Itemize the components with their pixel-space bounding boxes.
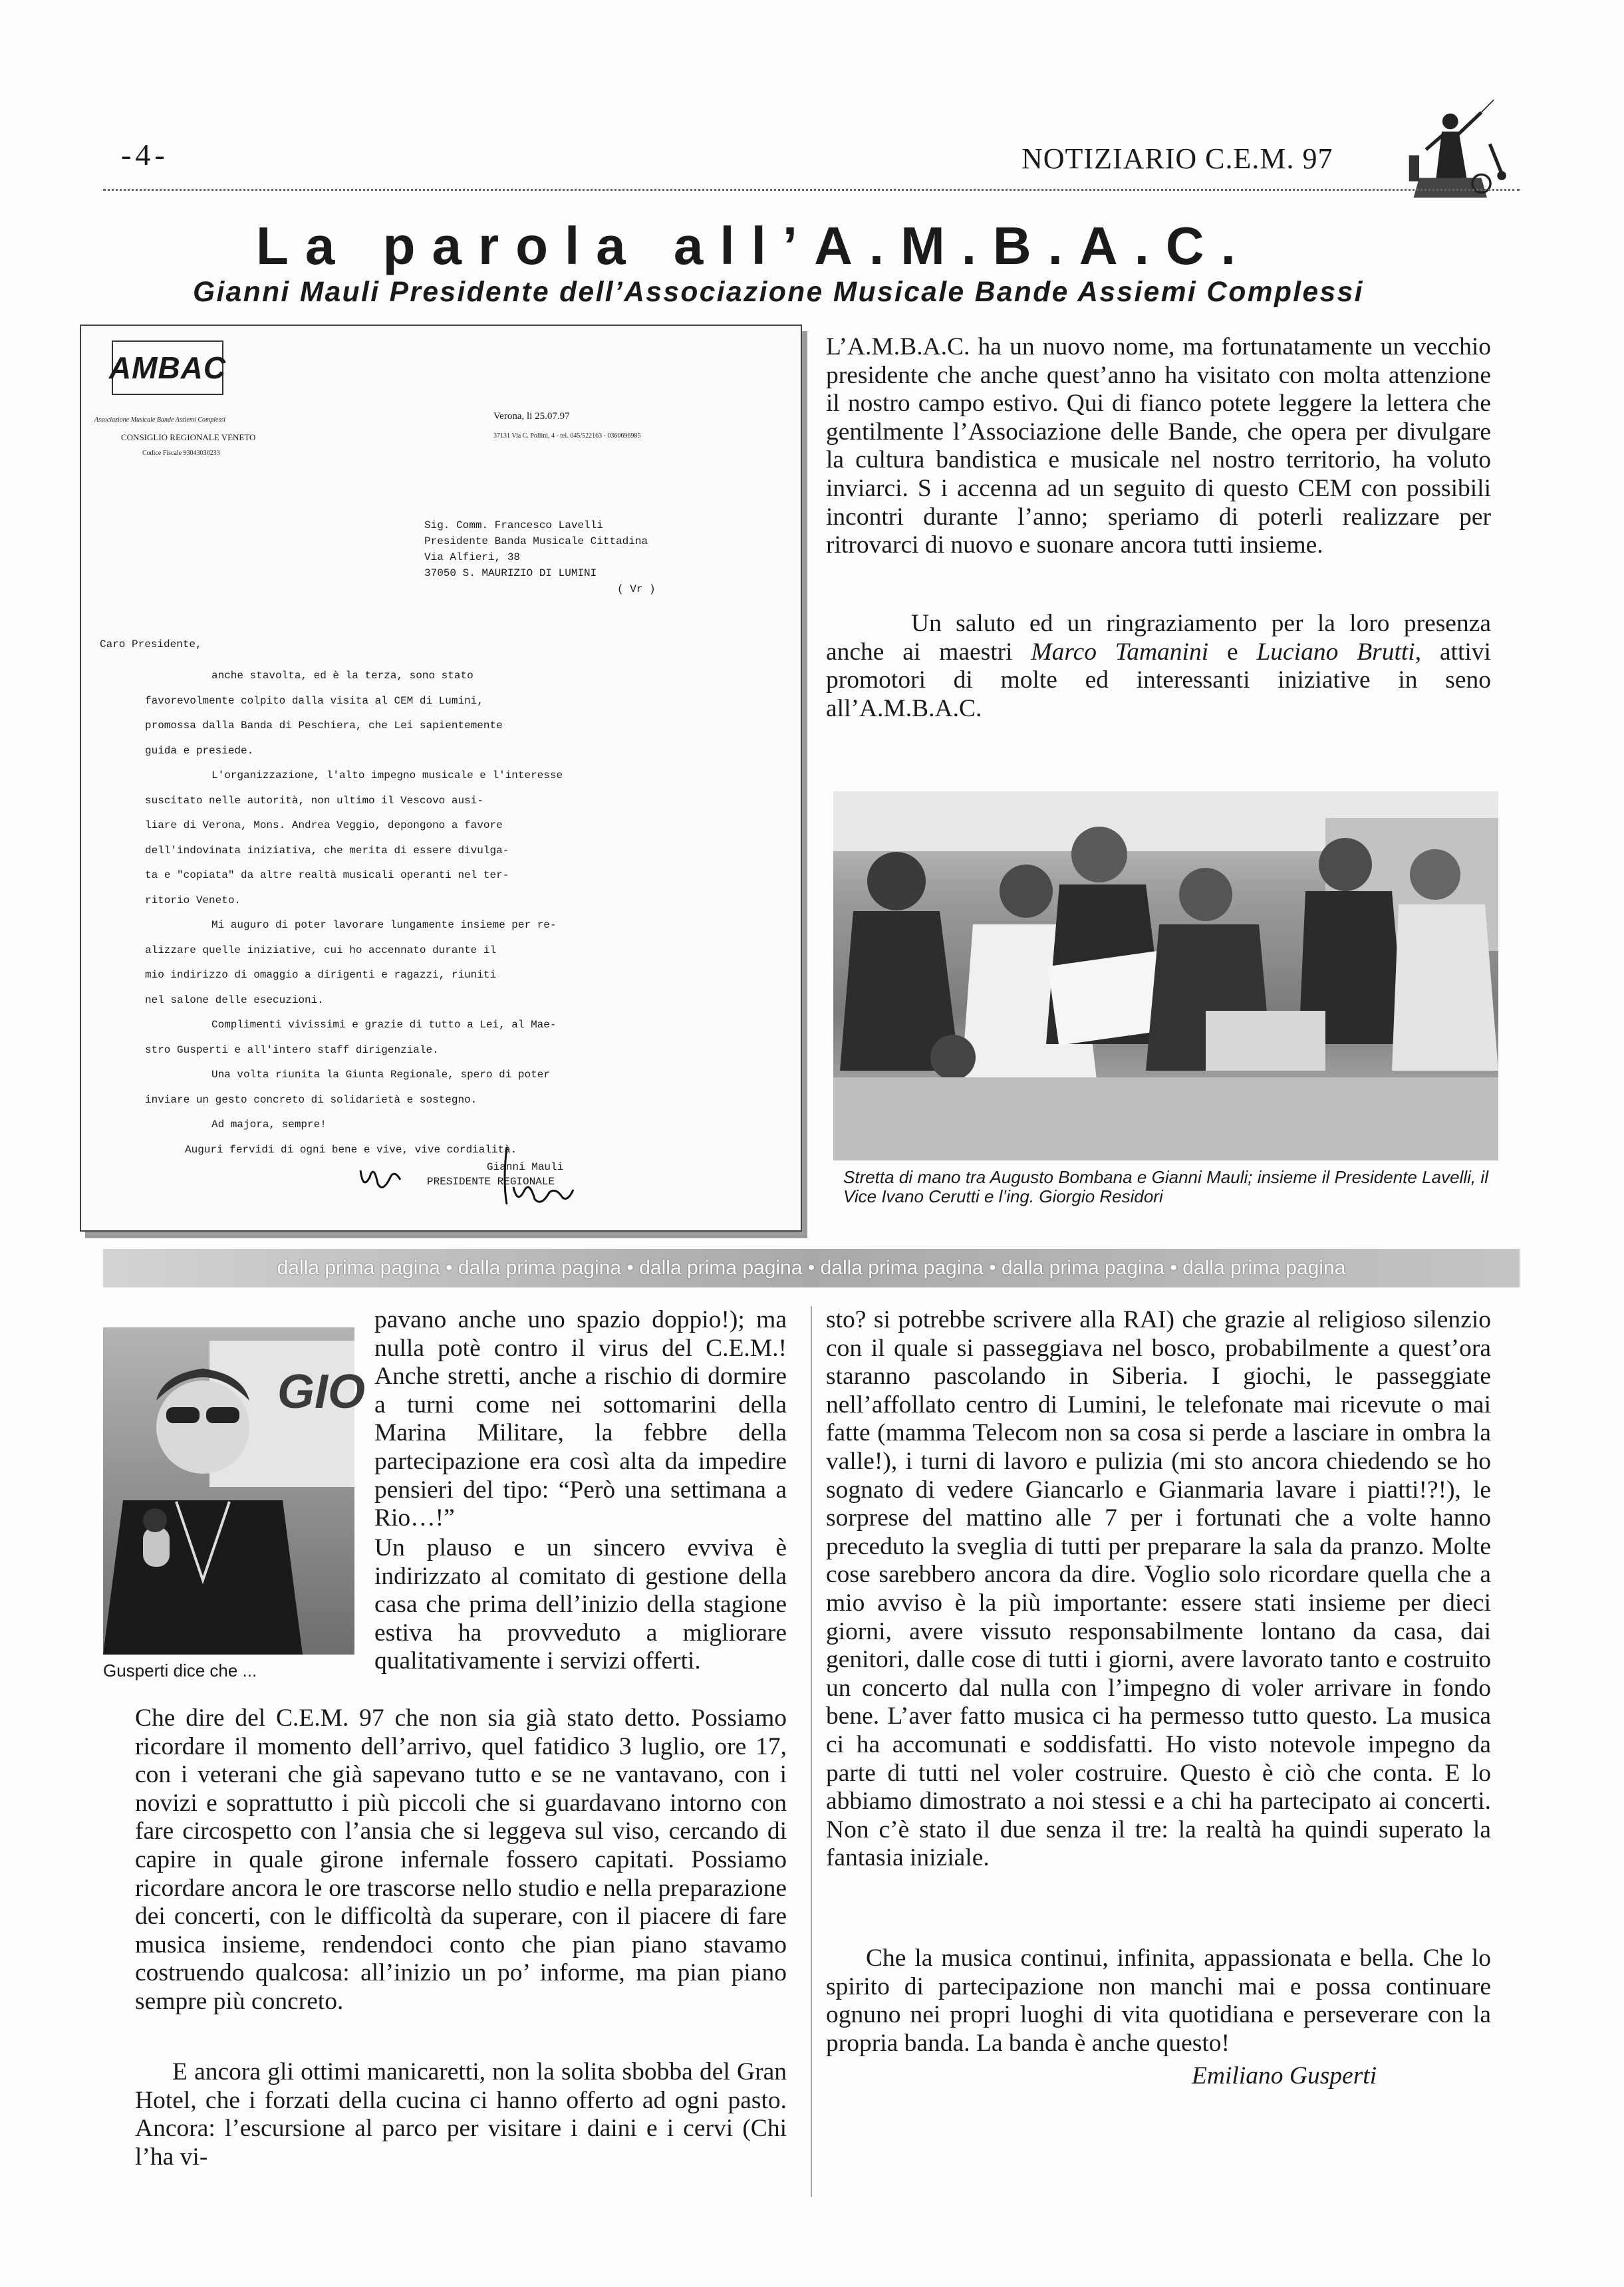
letter-org-name: Associazione Musicale Bande Assiemi Complessi (94, 416, 226, 424)
letter-line: ta e "copiata" da altre realtà musicali operanti nel ter- (145, 869, 509, 881)
recipient-line: Via Alfieri, 38 (424, 551, 521, 563)
letter-line: dell'indovinata iniziativa, che merita di essere divulga- (145, 844, 509, 857)
letter-line: L'organizzazione, l'alto impegno musicale e l'interesse (211, 769, 563, 781)
letter-logo-text: AMBAC (108, 350, 227, 385)
letter-line: promossa dalla Banda di Peschiera, che Lei sapientemente (145, 720, 503, 732)
letter-line: Ad majora, sempre! (211, 1119, 327, 1131)
recipient-line: 37050 S. MAURIZIO DI LUMINI (424, 567, 597, 579)
signature-mauli-icon (480, 1137, 613, 1210)
maestro-name-2: Luciano Brutti (1256, 638, 1415, 666)
photo-scene-icon (833, 791, 1498, 1160)
page-number: -4- (121, 138, 169, 172)
maestro-name-1: Marco Tamanini (1031, 638, 1209, 666)
letter-line: guida e presiede. (145, 744, 254, 757)
article-author: Emiliano Gusperti (1192, 2062, 1377, 2089)
letter-place-date: Verona, li 25.07.97 (493, 411, 570, 422)
letter-address: 37131 Via C. Pollini, 4 - tel. 045/522163 - 0360696985 (493, 432, 641, 440)
letter-body (145, 664, 563, 1162)
article-title: La parola all’A.M.B.A.C. (256, 216, 1252, 275)
signature-line: Gianni Mauli (487, 1161, 564, 1173)
letter-line: mio indirizzo di omaggio a dirigenti e ragazzi, riuniti (145, 969, 497, 981)
header-rule (103, 189, 1520, 191)
photo-backdrop-text: GIO (277, 1365, 366, 1418)
intro-p2-end: , attivi promotori di molte ed interessanti iniziative in seno all’A.M.B.A.C. (826, 638, 1491, 722)
intro-p2-and: e (1208, 638, 1257, 666)
continuation-paragraph-4: E ancora gli ottimi manicaretti, non la solita sbobba del Gran Hotel, che i forzati della cucina ci hanno offerto ad ogni pasto. Ancora: l’escursione al parco per visitare i daini e i cervi (Chi l’ha vi- (135, 2058, 787, 2171)
continuation-paragraph-1: pavano anche uno spazio doppio!); ma nulla potè contro il virus del C.E.M.! Anche stretti, anche a rischio di dormire a turni come nei sottomarini della Marina Militare, la febbre della partecipazione era così alta da impedire pensieri del tipo: “Però una settimana a Rio…!” (374, 1306, 787, 1532)
letter-line: Una volta riunita la Giunta Regionale, spero di poter (211, 1069, 550, 1081)
letter-line: nel salone delle esecuzioni. (145, 994, 324, 1006)
letter-logo (108, 340, 227, 395)
letter-line: liare di Verona, Mons. Andrea Veggio, depongono a favore (145, 819, 503, 831)
intro-p2-text: Un saluto ed un ringraziamento per la loro presenza anche ai maestri (826, 610, 1491, 666)
letter-line: Complimenti vivissimi e grazie di tutto a Lei, al Mae- (211, 1019, 557, 1031)
letter-line: suscitato nelle autorità, non ultimo il Vescovo ausi- (145, 794, 483, 807)
letter-image (80, 325, 802, 1232)
recipient-line: Presidente Banda Musicale Cittadina (424, 535, 648, 547)
gusperti-photo-caption: Gusperti dice che ... (103, 1661, 257, 1681)
letter-tax-code: Codice Fiscale 93043030233 (142, 450, 220, 457)
banner-text: dalla prima pagina • dalla prima pagina • dalla prima pagina • dalla prima pagina • dalla prima pagina • dalla prima pagina (277, 1257, 1346, 1279)
handshake-photo-caption: Stretta di mano tra Augusto Bombana e Gianni Mauli; insieme il Presidente Lavelli, il Vice Ivano Cerutti e l’ing. Giorgio Residori (843, 1167, 1488, 1206)
continuation-banner (103, 1249, 1520, 1287)
signature-line: PRESIDENTE REGIONALE (427, 1176, 555, 1188)
intro-paragraph-2 (826, 610, 1491, 723)
publication-title: NOTIZIARIO C.E.M. 97 (1021, 142, 1333, 175)
letter-line: ritorio Veneto. (145, 894, 241, 906)
column-divider (811, 1306, 812, 2197)
recipient-line: Sig. Comm. Francesco Lavelli (424, 519, 603, 531)
letter-line: Auguri fervidi di ogni bene e vive, vive cordialità. (185, 1143, 517, 1156)
recipient-line: ( Vr ) (617, 583, 656, 595)
letter-line: stro Gusperti e all'intero staff dirigenziale. (145, 1043, 439, 1056)
letter-council: CONSIGLIO REGIONALE VENETO (121, 432, 256, 442)
continuation-paragraph-6: Che la musica continui, infinita, appassionata e bella. Che lo spirito di partecipazione non manchi mai e possa continuare ognuno nei propri luoghi di vita quotidiana e perseverare con la propria banda. La banda è anche questo! (826, 1945, 1491, 2057)
letter-salutation: Caro Presidente, (100, 638, 202, 650)
continuation-paragraph-2: Un plauso e un sincero evviva è indirizzato al comitato di gestione della casa che prima dell’inizio della stagione estiva ha provveduto a migliorare qualitativamente i servizi offerti. (374, 1534, 787, 1675)
signature-left-icon (354, 1157, 434, 1197)
letter-line: favorevolmente colpito dalla visita al CEM di Lumini, (145, 694, 483, 707)
letter-line: Mi auguro di poter lavorare lungamente insieme per re- (211, 919, 557, 931)
continuation-paragraph-3: Che dire del C.E.M. 97 che non sia già stato detto. Possiamo ricordare il momento dell’arrivo, quel fatidico 3 luglio, ore 17, con i veterani che già sapevano tutto e se ne vantavano, con i novizi e soprattutto i più piccoli che si guardavano intorno con fare circospetto con l’ansia che si leggeva sul viso, cercando di capire in quale girone infernale fossero capitati. Possiamo ricordare ancora le ore trascorse nello studio e nella preparazione dei concerti, con le difficoltà da superare, con il piacere di fare musica insieme, rendendoci conto che pian piano stavamo costruendo qualcosa: all’inizio un po’ informe, ma pian piano sempre più concreto. (135, 1704, 787, 2015)
letter-line: inviare un gesto concreto di solidarietà e sostegno. (145, 1093, 477, 1106)
handshake-photo (833, 791, 1498, 1160)
article-subtitle: Gianni Mauli Presidente dell’Associazione Musicale Bande Assiemi Complessi (193, 277, 1364, 308)
gusperti-photo (103, 1327, 366, 1655)
letter-line: anche stavolta, ed è la terza, sono stato (211, 670, 474, 682)
letter-line: alizzare quelle iniziative, cui ho accennato durante il (145, 944, 497, 956)
letter-recipient (424, 517, 656, 597)
continuation-paragraph-5: sto? si potrebbe scrivere alla RAI) che grazie al religioso silenzio con il quale si passeggiava nel bosco, probabilmente a quest’ora staranno pascolando in Siberia. I giochi, le passeggiate nell’affollato centro di Lumini, le telefonate mai ricevute o mai fatte (mamma Telecom non sa cosa si perde a lasciare in ombra la valle!), i turni di lavoro e pulizia (mi sto ancora chiedendo se ho sognato di vedere Giancarlo e Gianmaria lavare i piatti!?!), le sorprese del mattino alle 7 per i fortunati che a volte hanno preceduto la sveglia di tutti per preparare la sala da pranzo. Molte cose sarebbero ancora da dire. Voglio solo ricordare quella che a mio avviso è la più importante: essere stati insieme per dieci giorni, avere vissuto responsabilmente lontano da casa, dai genitori, dalle cose di tutti i giorni, avere lavorato tanto e costruito un concerto dal nulla con l’impegno di voler arrivare in fondo bene. L’aver fatto musica ci ha permesso tutto questo. La musica ci ha accomunati e soddisfatti. Ho visto notevole impegno da parte di tutti nel voler costruire. Questo è ciò che conta. E lo abbiamo dimostrato a noi stessi e a chi ha partecipato ai concerti. Non c’è stato il due senza il tre: la realtà ha quindi superato la fantasia iniziale. (826, 1306, 1491, 1872)
intro-paragraph-1: L’A.M.B.A.C. ha un nuovo nome, ma fortunatamente un vecchio presidente che anche quest’anno ha visitato con molta attenzione il nostro campo estivo. Qui di fianco potete leggere la lettera che gentilmente l’Associazione delle Bande, che opera per divulgare la cultura bandistica e musicale nel nostro territorio, ha voluto inviarci. S i accenna ad un seguito di questo CEM con possibili incontri durante l’anno; speriamo di poterli realizzare per ritrovarci di nuovo e suonare ancora tutti insieme. (826, 333, 1491, 559)
